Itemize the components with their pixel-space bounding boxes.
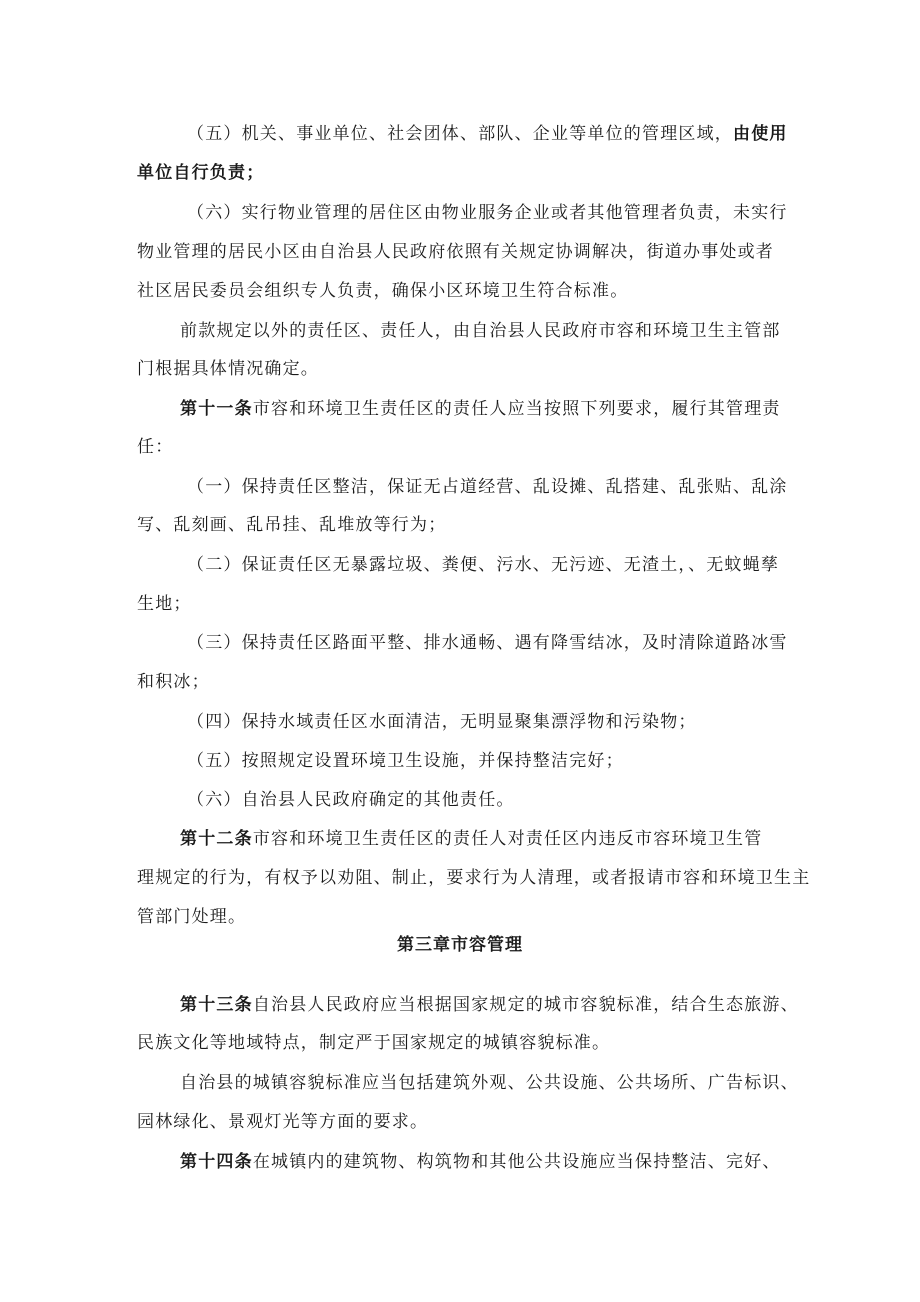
text-line: 自治县的城镇容貌标准应当包括建筑外观、公共设施、公共场所、广告标识、 — [180, 1073, 799, 1093]
text-line: （五）按照规定设置环境卫生设施，并保持整洁完好； — [187, 751, 624, 771]
text-line: （六）自治县人民政府确定的其他责任。 — [187, 790, 515, 810]
text-line: 生地； — [137, 594, 192, 614]
text-line: 任： — [137, 437, 174, 457]
text-line: 物业管理的居民小区由自治县人民政府依照有关规定协调解决，街道办事处或者 — [137, 242, 774, 262]
text-line: （一）保持责任区整洁，保证无占道经营、乱设摊、乱搭建、乱张贴、乱涂 — [187, 477, 788, 497]
text-line: （二）保证责任区无暴露垃圾、粪便、污水、无污迹、无渣土，、无蚊蝇孳 — [187, 555, 780, 575]
text-line: （五）机关、事业单位、社会团体、部队、企业等单位的管理区域，由使用 — [187, 124, 788, 144]
text-line: 前款规定以外的责任区、责任人，由自治县人民政府市容和环境卫生主管部 — [180, 321, 781, 341]
article-line: 第十四条在城镇内的建筑物、构筑物和其他公共设施应当保持整洁、完好、 — [180, 1152, 781, 1172]
text-line: 理规定的行为，有权予以劝阻、制止，要求行为人清理，或者报请市容和环境卫生主 — [137, 868, 811, 888]
text-line: 管部门处理。 — [137, 907, 247, 927]
text-line: （六）实行物业管理的居住区由物业服务企业或者其他管理者负责，未实行 — [187, 203, 788, 223]
text-line: 和积冰； — [137, 672, 210, 692]
text-line: （四）保持水域责任区水面清洁，无明显聚集漂浮物和污染物； — [187, 712, 697, 732]
text-line: 写、乱刻画、乱吊挂、乱堆放等行为； — [137, 515, 447, 535]
article-number: 第十二条 — [180, 829, 253, 849]
text-line: 园林绿化、景观灯光等方面的要求。 — [137, 1112, 429, 1132]
text-line: 门根据具体情况确定。 — [137, 359, 319, 379]
text-line: 社区居民委员会组织专人负责，确保小区环境卫生符合标准。 — [137, 281, 629, 301]
bold-text: 由使用 — [733, 124, 788, 144]
article-number: 第十四条 — [180, 1152, 253, 1172]
article-number: 第十三条 — [180, 995, 253, 1015]
text-line: 单位自行负责； — [137, 163, 265, 183]
article-line: 第十三条自治县人民政府应当根据国家规定的城市容貌标准，结合生态旅游、 — [180, 995, 799, 1015]
article-line: 第十二条市容和环境卫生责任区的责任人对责任区内违反市容环境卫生管 — [180, 829, 763, 849]
article-line: 第十一条市容和环境卫生责任区的责任人应当按照下列要求，履行其管理责 — [180, 399, 781, 419]
text-line: 民族文化等地域特点，制定严于国家规定的城镇容貌标准。 — [137, 1033, 611, 1053]
chapter-title: 第三章市容管理 — [397, 935, 523, 955]
article-number: 第十一条 — [180, 399, 253, 419]
text-line: （三）保持责任区路面平整、排水通畅、遇有降雪结冰，及时清除道路冰雪 — [187, 633, 788, 653]
